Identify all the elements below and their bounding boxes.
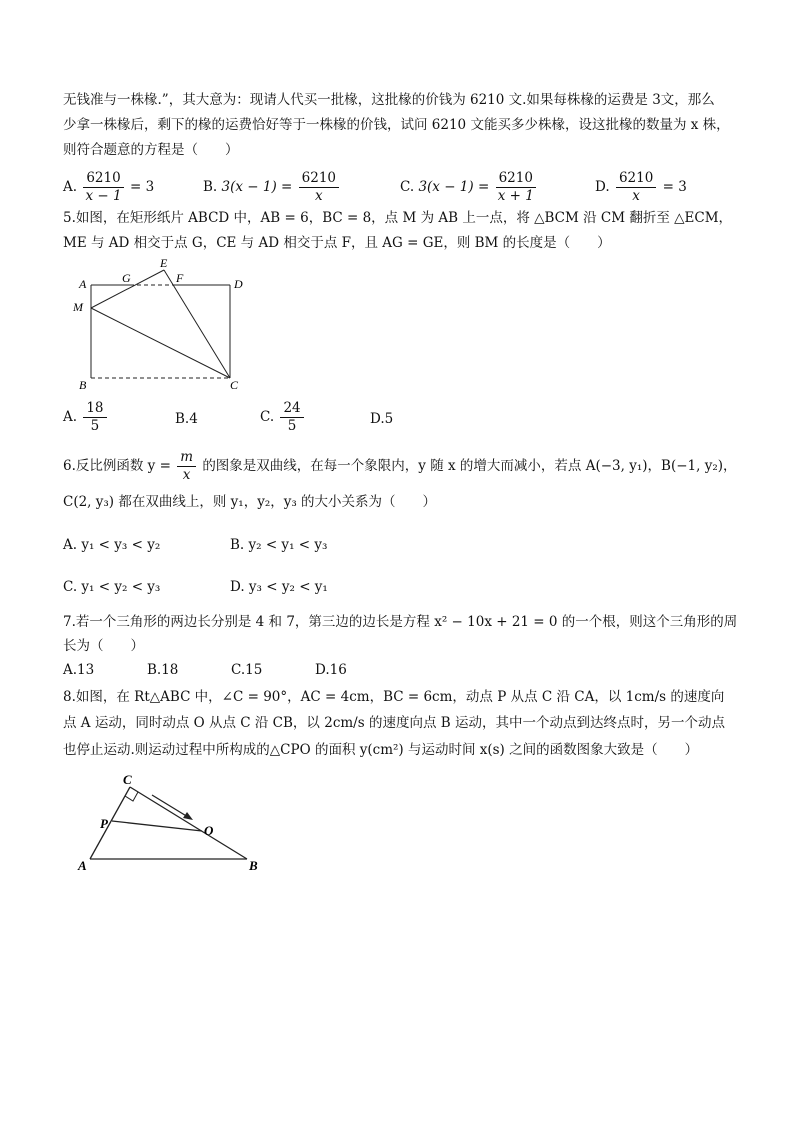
q5-option-b[interactable]: B.4 [175,411,198,427]
q4-text-line-3: 则符合题意的方程是（ ） [63,142,239,158]
q5-label-m: M [73,300,83,314]
q6-text-line-1: 6.反比例函数 y = $\frac{m}{x}$ 的图象是双曲线，在每一个象限内，y 随 x 的增大而减小，若点 A(−3, y₁)，B(−1, y₂)， [63,449,737,483]
q5-option-d[interactable]: D.5 [370,411,394,427]
q4-option-c[interactable]: C. 3(x − 1) = $\frac{6210}{x + 1}$ [400,170,538,205]
q8-edge-cb [130,787,247,859]
q8-text-line-2: 点 A 运动，同时动点 O 从点 C 沿 CB，以 2cm/s 的速度向点 B 运动，其中一个动点到达终点时，另一个动点 [63,715,725,731]
q7-text-line-2: 长为（ ） [63,638,144,654]
q5-rectangle-fold-figure [70,255,255,395]
q8-motion-arrow [152,795,188,817]
q8-label-o: O [204,823,214,838]
q8-text-line-3: 也停止运动.则运动过程中所构成的△CPO 的面积 y(cm²) 与运动时间 x(s) 之间的函数图象大致是（ ） [63,742,699,758]
q4-text-line-1: 无钱准与一株椽.”，其大意为：现请人代买一批椽，这批椽的价钱为 6210 文.如果每株椽的运费是 3文，那么 [63,92,715,108]
q5-label-a: A [79,277,87,291]
q5-label-f: F [176,271,184,285]
q6-option-b[interactable]: B. y₂ < y₁ < y₃ [230,537,328,553]
q4-option-a[interactable]: A. $\frac{6210}{x - 1}$ = 3 [63,170,155,204]
q5-option-c-fraction: $\frac{24}{5}$ [280,400,303,435]
q8-edge-ca [90,787,130,859]
q7-option-a[interactable]: A.13 [63,662,95,678]
q5-option-c[interactable]: C. $\frac{24}{5}$ [260,400,306,435]
q8-label-a: A [78,858,87,873]
q4-option-b-fraction: $\frac{6210}{x}$ [299,170,339,205]
q5-label-g: G [122,271,131,285]
q4-option-a-fraction: $\frac{6210}{x - 1}$ [83,170,123,205]
q6-option-c[interactable]: C. y₁ < y₂ < y₃ [63,579,161,595]
q5-label-e: E [160,256,168,270]
q4-option-d[interactable]: D. $\frac{6210}{x}$ = 3 [595,170,687,204]
q4-text-line-2: 少拿一株椽后，剩下的椽的运费恰好等于一株椽的价钱，试问 6210 文能买多少株椽，设这批椽的数量为 x 株， [63,117,730,133]
q8-label-c: C [123,775,132,787]
q8-label-b: B [249,858,258,873]
q5-text-line-2: ME 与 AD 相交于点 G，CE 与 AD 相交于点 F，且 AG = GE，则 BM 的长度是（ ） [63,235,611,251]
q4-option-d-fraction: $\frac{6210}{x}$ [616,170,656,205]
q8-motion-arrowhead [183,812,193,820]
q5-option-a-fraction: $\frac{18}{5}$ [83,400,106,435]
q8-right-triangle-figure [72,775,272,875]
q5-option-a[interactable]: A. $\frac{18}{5}$ [63,400,109,435]
q7-option-c[interactable]: C.15 [231,662,263,678]
q4-option-c-fraction: $\frac{6210}{x + 1}$ [496,170,536,205]
q7-option-d[interactable]: D.16 [315,662,347,678]
q5-label-b: B [79,378,87,392]
q7-text-line-1: 7.若一个三角形的两边长分别是 4 和 7，第三边的边长是方程 x² − 10x + 21 = 0 的一个根，则这个三角形的周 [63,614,738,630]
q4-option-b[interactable]: B. 3(x − 1) = $\frac{6210}{x}$ [203,170,341,205]
q6-text-line-2: C(2, y₃) 都在双曲线上，则 y₁，y₂，y₃ 的大小关系为（ ） [63,494,437,510]
q8-text-line-1: 8.如图，在 Rt△ABC 中，∠C = 90°，AC = 4cm，BC = 6cm，动点 P 从点 C 沿 CA，以 1cm/s 的速度向 [63,689,725,705]
q5-text-line-1: 5.如图，在矩形纸片 ABCD 中，AB = 6，BC = 8，点 M 为 AB 上一点，将 △BCM 沿 CM 翻折至 △ECM， [63,210,733,226]
q6-option-a[interactable]: A. y₁ < y₃ < y₂ [63,537,161,553]
q6-option-d[interactable]: D. y₃ < y₂ < y₁ [230,579,328,595]
q5-label-d: D [234,277,243,291]
q6-fraction-m-over-x: $\frac{m}{x}$ [177,449,196,484]
q5-label-c: C [230,378,239,392]
q7-option-b[interactable]: B.18 [147,662,179,678]
q8-label-p: P [100,816,108,831]
